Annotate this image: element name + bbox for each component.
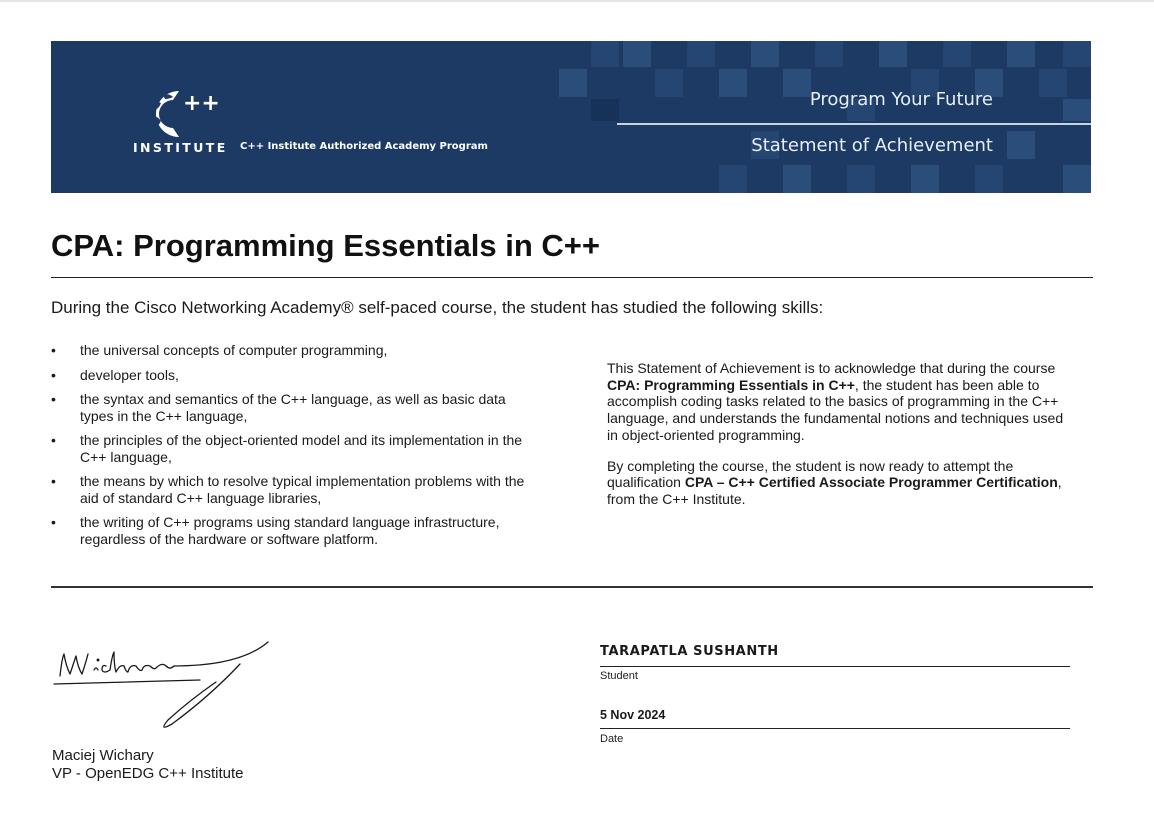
banner-tile: [879, 41, 907, 67]
skill-item: [51, 514, 531, 547]
ack-p2-after: , from the C++ Institute.: [607, 474, 1062, 507]
skill-item: [51, 473, 531, 506]
logo-institute-text: INSTITUTE: [133, 140, 228, 155]
date-label: Date: [600, 733, 624, 745]
banner-tile: [783, 165, 811, 193]
ack-p1-before: This Statement of Achievement is to acknowledge that during the course: [607, 360, 1056, 376]
banner-tile: [719, 165, 747, 193]
logo-plus-text: ++: [183, 91, 220, 116]
skill-text: the means by which to resolve typical implementation problems with the aid of standard C++ language libraries,: [80, 473, 525, 506]
signer-title: VP - OpenEDG C++ Institute: [52, 765, 244, 782]
title-divider: [51, 277, 1093, 278]
bullet-icon: •: [51, 473, 56, 489]
banner-tile: [1007, 131, 1035, 159]
banner-tile: [719, 69, 747, 97]
header-banner: [51, 41, 1091, 193]
intro-text: During the Cisco Networking Academy® self-paced course, the student has studied the following skills:: [51, 298, 824, 317]
skill-item: [51, 342, 531, 359]
completion-date: 5 Nov 2024: [600, 708, 666, 722]
bullet-icon: •: [51, 432, 56, 448]
banner-tile: [815, 41, 843, 67]
banner-tile: [559, 69, 587, 97]
banner-tile: [1063, 99, 1091, 121]
student-name-line: [600, 666, 1070, 667]
ack-p2-before: By completing the course, the student is now ready to attempt the qualification: [607, 457, 1014, 491]
course-title: CPA: Programming Essentials in C++: [51, 228, 600, 263]
skill-item: [51, 391, 531, 424]
student-label: Student: [600, 670, 638, 682]
signature-divider: [51, 586, 1093, 588]
skill-text: the universal concepts of computer programming,: [80, 342, 388, 358]
skill-text: the syntax and semantics of the C++ language, as well as basic data types in the C++ language,: [80, 391, 506, 424]
skill-text: the writing of C++ programs using standard language infrastructure, regardless of the hardware or software platform.: [80, 514, 500, 547]
banner-tile: [655, 69, 683, 97]
bullet-icon: •: [51, 391, 56, 407]
skills-list: [51, 342, 531, 555]
date-line: [600, 728, 1070, 729]
signer-name: Maciej Wichary: [52, 747, 154, 764]
banner-tile: [751, 41, 779, 67]
banner-tile: [687, 41, 715, 67]
bullet-icon: •: [51, 342, 56, 358]
skill-item: [51, 432, 531, 465]
banner-tagline: Program Your Future: [809, 89, 993, 110]
skill-text: the principles of the object-oriented model and its implementation in the C++ language,: [80, 432, 523, 465]
skill-item: [51, 367, 531, 384]
page-top-rule: [0, 0, 1154, 2]
banner-tile: [847, 165, 875, 193]
document-type-label: Statement of Achievement: [751, 135, 993, 156]
banner-tile: [783, 69, 811, 97]
banner-tile: [1039, 69, 1067, 97]
banner-tile: [911, 165, 939, 193]
banner-tile: [1063, 165, 1091, 193]
acknowledgement-paragraph: [607, 360, 1067, 444]
banner-tile: [623, 41, 651, 67]
banner-tile: [943, 41, 971, 67]
banner-tile: [975, 165, 1003, 193]
banner-tile: [1007, 41, 1035, 67]
ack-p2-certification: CPA – C++ Certified Associate Programmer Certification: [684, 474, 1058, 491]
academy-program-label: C++ Institute Authorized Academy Program: [240, 141, 488, 152]
student-name: TARAPATLA SUSHANTH: [600, 644, 779, 659]
ack-p1-course: CPA: Programming Essentials in C++: [607, 376, 855, 393]
skill-text: developer tools,: [80, 366, 179, 383]
banner-divider: [617, 123, 1091, 125]
acknowledgement-block: [607, 360, 1067, 522]
banner-tile: [1063, 41, 1091, 67]
qualification-paragraph: [607, 458, 1067, 508]
banner-tile: [591, 41, 619, 67]
bullet-icon: •: [51, 514, 56, 530]
banner-tile: [591, 99, 619, 121]
bullet-icon: •: [51, 366, 56, 383]
handwritten-signature: [50, 636, 280, 736]
ack-p1-after: , the student has been able to accomplish coding tasks related to the basics of programming in the C++ language, and understands the fundamental notions and techniques used in object-oriented programming.: [607, 376, 1064, 443]
